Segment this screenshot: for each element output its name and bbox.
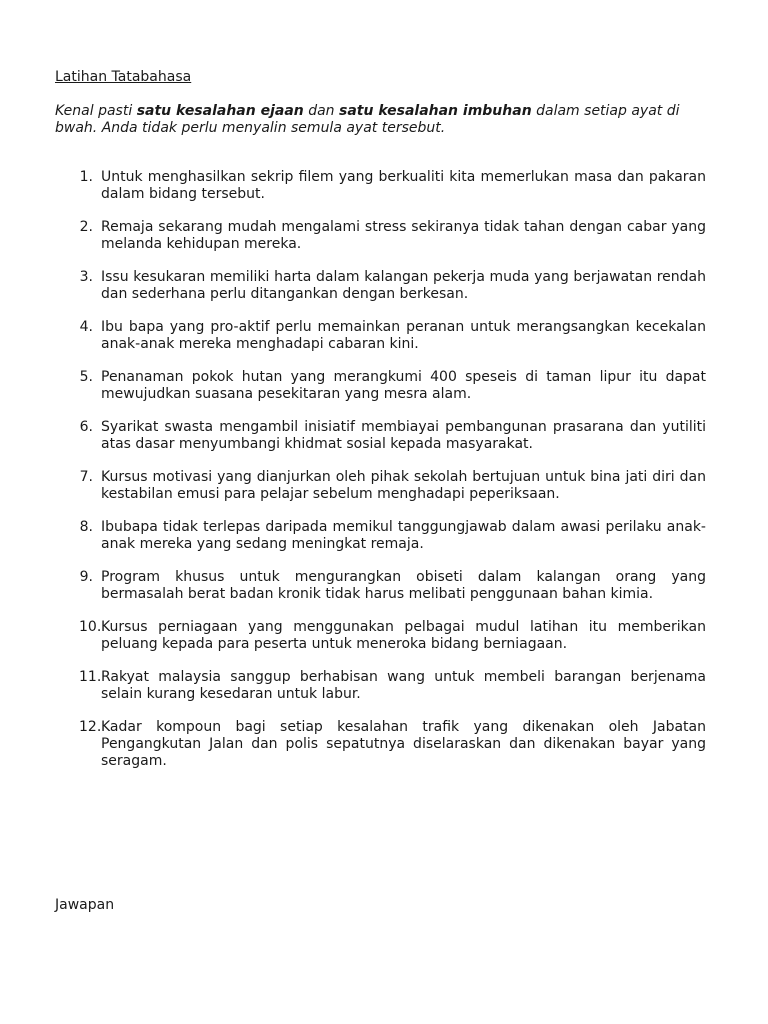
question-text: Issu kesukaran memiliki harta dalam kalangan pekerja muda yang berjawatan rendah dan sederhana perlu ditangankan dengan berkesan. bbox=[101, 269, 706, 302]
question-number: 7. bbox=[79, 469, 93, 485]
question-text: Kursus perniagaan yang menggunakan pelbagai mudul latihan itu memberikan peluang kepada para peserta untuk meneroka bidang berniagaan. bbox=[101, 619, 706, 652]
question-number: 2. bbox=[79, 219, 93, 235]
question-item bbox=[55, 169, 706, 203]
question-number: 6. bbox=[79, 419, 93, 435]
instruction-text bbox=[55, 103, 710, 137]
question-text: Program khusus untuk mengurangkan obiseti dalam kalangan orang yang bermasalah berat badan kronik tidak harus melibati penggunaan bahan kimia. bbox=[101, 569, 706, 602]
question-list bbox=[55, 169, 706, 786]
question-item bbox=[55, 419, 706, 453]
question-item bbox=[55, 519, 706, 553]
question-item bbox=[55, 469, 706, 503]
question-item bbox=[55, 369, 706, 403]
question-number: 10. bbox=[79, 619, 102, 635]
instruction-part-1: Kenal pasti bbox=[55, 103, 137, 119]
question-item bbox=[55, 619, 706, 653]
question-number: 9. bbox=[79, 569, 93, 585]
question-item bbox=[55, 719, 706, 770]
question-text: Ibubapa tidak terlepas daripada memikul tanggungjawab dalam awasi perilaku anak-anak mereka yang sedang meningkat remaja. bbox=[101, 519, 706, 552]
answer-label: Jawapan bbox=[55, 897, 115, 913]
question-text: Penanaman pokok hutan yang merangkumi 400 speseis di taman lipur itu dapat mewujudkan suasana pesekitaran yang mesra alam. bbox=[101, 369, 706, 402]
instruction-bold-2: satu kesalahan imbuhan bbox=[339, 103, 532, 119]
question-item bbox=[55, 219, 706, 253]
question-text: Syarikat swasta mengambil inisiatif membiayai pembangunan prasarana dan yutiliti atas dasar menyumbangi khidmat sosial kepada masyarakat. bbox=[101, 419, 706, 452]
page-title: Latihan Tatabahasa bbox=[55, 69, 192, 85]
instruction-part-2: dan bbox=[303, 103, 339, 119]
question-text: Remaja sekarang mudah mengalami stress sekiranya tidak tahan dengan cabar yang melanda kehidupan mereka. bbox=[101, 219, 706, 252]
question-text: Rakyat malaysia sanggup berhabisan wang untuk membeli barangan berjenama selain kurang kesedaran untuk labur. bbox=[101, 669, 706, 702]
question-number: 4. bbox=[79, 319, 93, 335]
question-item bbox=[55, 569, 706, 603]
question-text: Untuk menghasilkan sekrip filem yang berkualiti kita memerlukan masa dan pakaran dalam bidang tersebut. bbox=[101, 169, 706, 202]
question-text: Kadar kompoun bagi setiap kesalahan trafik yang dikenakan oleh Jabatan Pengangkutan Jalan dan polis sepatutnya diselaraskan dan dikenakan bayar yang seragam. bbox=[101, 719, 706, 769]
question-text: Kursus motivasi yang dianjurkan oleh pihak sekolah bertujuan untuk bina jati diri dan kestabilan emusi para pelajar sebelum menghadapi peperiksaan. bbox=[101, 469, 706, 502]
question-item bbox=[55, 269, 706, 303]
question-number: 11. bbox=[79, 669, 102, 685]
question-text: Ibu bapa yang pro-aktif perlu memainkan peranan untuk merangsangkan kecekalan anak-anak mereka menghadapi cabaran kini. bbox=[101, 319, 706, 352]
question-number: 5. bbox=[79, 369, 93, 385]
question-item bbox=[55, 669, 706, 703]
question-item bbox=[55, 319, 706, 353]
question-number: 3. bbox=[79, 269, 93, 285]
instruction-bold-1: satu kesalahan ejaan bbox=[136, 103, 304, 119]
question-number: 12. bbox=[79, 719, 102, 735]
question-number: 1. bbox=[79, 169, 93, 185]
question-number: 8. bbox=[79, 519, 93, 535]
instruction-part-3: dalam setiap ayat di bwah. Anda tidak perlu menyalin semula ayat tersebut. bbox=[55, 103, 680, 136]
